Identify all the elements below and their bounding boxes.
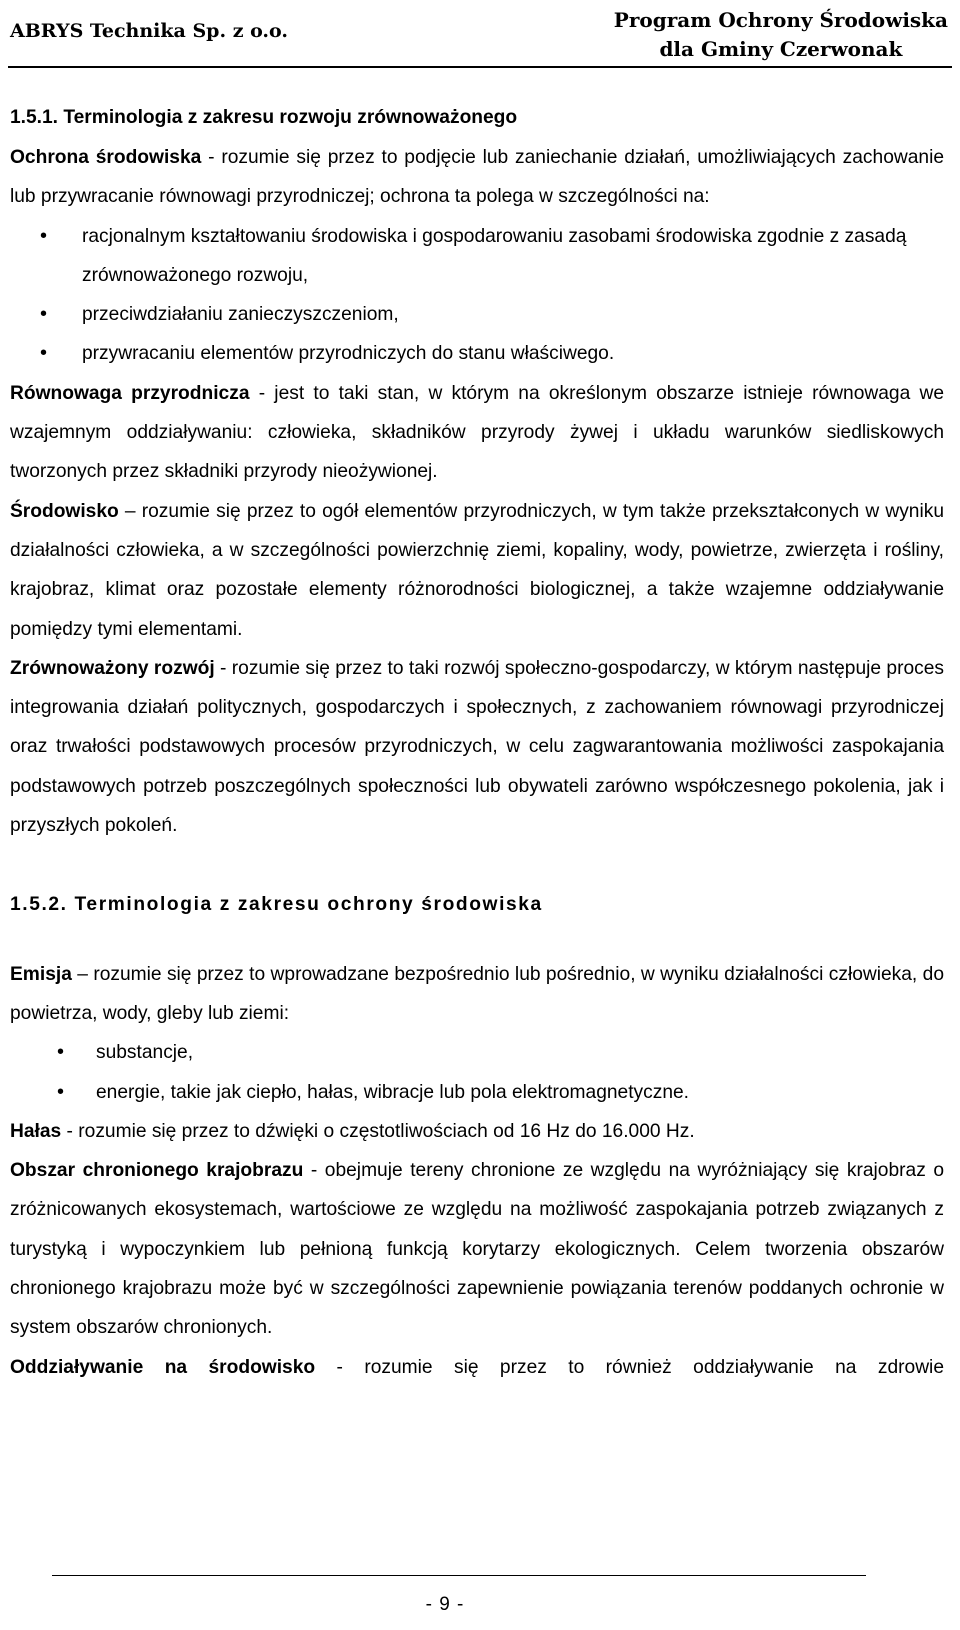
header-program-title: [614, 6, 948, 64]
list-item: • energie, takie jak ciepło, hałas, wibracje lub pola elektromagnetyczne.: [10, 1073, 944, 1112]
list-item: • racjonalnym kształtowaniu środowiska i gospodarowaniu zasobami środowiska zgodnie z zasadą zrównoważonego rozwoju,: [10, 217, 944, 296]
definition-rownowaga: [10, 374, 944, 492]
list-item: • przeciwdziałaniu zanieczyszczeniom,: [10, 295, 944, 334]
definition-rownowaga-text: - jest to taki stan, w którym na określonym obszarze istnieje równowaga we wzajemnym oddziaływaniu: człowieka, składników przyrody żywej i układu warunków siedliskowych tworzonych przez składniki przyrody nieożywionej.: [10, 382, 945, 483]
definition-obszar-text: - obejmuje tereny chronione ze względu na wyróżniający się krajobraz o zróżnicowanych ekosystemach, wartościowe ze względu na możliwość zaspokajania potrzeb związanych z turystyką i wypoczynkiem lub pełnioną funkcją korytarzy ekologicznych. Celem tworzenia obszarów chronionego krajobrazu może być w szczególności zapewnienie powiązania terenów poddanych ochronie w system obszarów chronionych.: [10, 1160, 944, 1339]
definition-zrownowazony-rozwoj: [10, 649, 944, 845]
definition-ochrona-text: - rozumie się przez to podjęcie lub zaniechanie działań, umożliwiających zachowanie lub przywracanie równowagi przyrodniczej; ochrona ta polega w szczególności na:: [10, 147, 945, 208]
document-body: [10, 98, 944, 1387]
term-emisja: Emisja: [10, 963, 72, 985]
list-item: • przywracaniu elementów przyrodniczych do stanu właściwego.: [10, 334, 944, 373]
definition-halas-text: - rozumie się przez to dźwięki o częstotliwościach od 16 Hz do 16.000 Hz.: [61, 1120, 695, 1142]
definition-ochrona: [10, 138, 944, 217]
definition-oddzialywanie-text: - rozumie się przez to również oddziaływanie na zdrowie: [315, 1356, 944, 1378]
definition-oddzialywanie: [10, 1348, 944, 1387]
term-ochrona: Ochrona środowiska: [10, 147, 202, 168]
page-number: - 9 -: [425, 1594, 465, 1615]
definition-obszar-chronionego-krajobrazu: [10, 1151, 944, 1347]
term-obszar-chronionego-krajobrazu: Obszar chronionego krajobrazu: [10, 1160, 304, 1182]
section-heading-1-5-1: 1.5.1. Terminologia z zakresu rozwoju zrównoważonego: [10, 107, 518, 128]
definition-srodowisko: [10, 492, 944, 649]
footer-rule: [52, 1575, 866, 1576]
header-rule: [8, 66, 952, 68]
ochrona-bullet-list: [10, 217, 944, 374]
header-program-line1: Program Ochrony Środowiska: [613, 8, 948, 32]
definition-halas: [10, 1112, 944, 1151]
definition-srodowisko-text: – rozumie się przez to ogół elementów przyrodniczych, w tym także przekształconych w wyniku działalności człowieka, a w szczególności powierzchnię ziemi, kopaliny, wody, powietrze, zwierzęta i rośliny, krajobraz, klimat oraz pozostałe elementy różnorodności biologicznej, a także wzajemne oddziaływanie pomiędzy tymi elementami.: [10, 500, 944, 640]
definition-emisja-text: – rozumie się przez to wprowadzane bezpośrednio lub pośrednio, w wyniku działalności człowieka, do powietrza, wody, gleby lub ziemi:: [10, 963, 944, 1024]
page-header: [0, 0, 960, 68]
term-zrownowazony-rozwoj: Zrównoważony rozwój: [10, 657, 215, 679]
term-halas: Hałas: [10, 1120, 62, 1142]
definition-rozwoj-text: - rozumie się przez to taki rozwój społeczno-gospodarczy, w którym następuje proces integrowania działań politycznych, gospodarczych i społecznych, z zachowaniem równowagi przyrodniczej oraz trwałości podstawowych procesów przyrodniczych, w celu zagwarantowania możliwości zaspokajania podstawowych potrzeb poszczególnych społeczności lub obywateli zarówno współczesnego pokolenia, jak i przyszłych pokoleń.: [10, 657, 944, 837]
section-heading-1-5-2: 1.5.2. Terminologia z zakresu ochrony środowiska: [10, 894, 543, 916]
header-program-line2: dla Gminy Czerwonak: [659, 37, 903, 61]
term-oddzialywanie: Oddziaływanie na środowisko: [10, 1356, 316, 1378]
header-company: ABRYS Technika Sp. z o.o.: [10, 20, 289, 42]
emisja-bullet-list: [10, 1033, 944, 1112]
list-item: • substancje,: [10, 1033, 944, 1072]
term-srodowisko: Środowisko: [10, 500, 119, 522]
definition-emisja: [10, 955, 944, 1034]
term-rownowaga: Równowaga przyrodnicza: [10, 382, 250, 404]
